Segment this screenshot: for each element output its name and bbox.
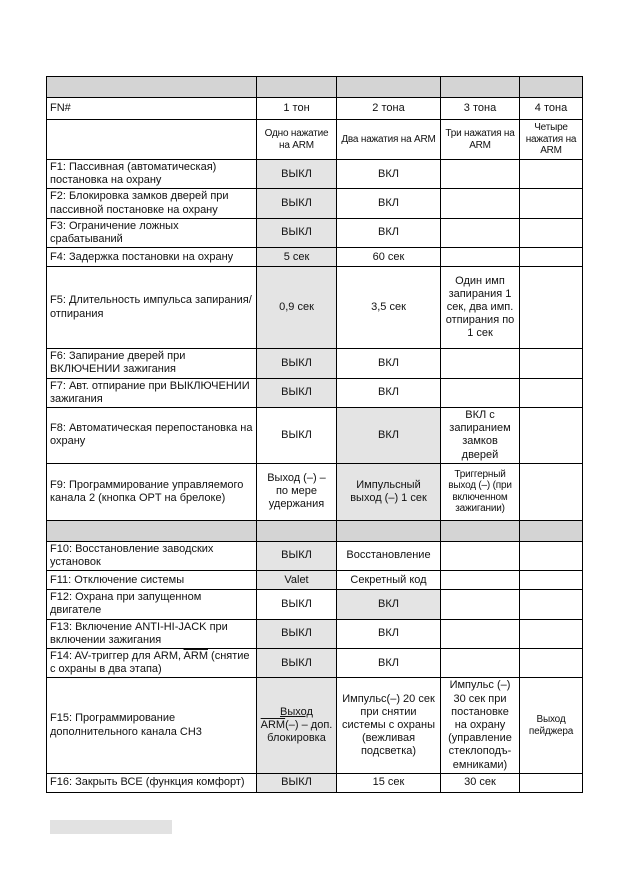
function-name: F8: Автоматическая перепостановка на охрану — [47, 407, 257, 463]
tone1-header: 1 тон — [257, 98, 337, 120]
function-name: F7: Авт. отпирание при ВЫКЛЮЧЕНИИ зажигания — [47, 378, 257, 407]
value-tone3: ВКЛ с запиранием замков дверей — [441, 407, 520, 463]
function-name — [47, 649, 257, 678]
press3-header: Три нажатия на ARM — [441, 120, 520, 160]
f14-arm-overline: $\overline{ARM}$ — [183, 650, 208, 662]
value-tone1: ВЫКЛ — [257, 541, 337, 570]
function-name: F12: Охрана при запущенном двигателе — [47, 590, 257, 619]
f14-name-part1: F14: AV-триггер для ARM, — [50, 650, 184, 662]
value-tone3: Импульс (–) 30 сек при постановке на охрану (управление стеклоподъ-емниками) — [441, 678, 520, 773]
table-row — [47, 407, 583, 463]
value-tone1: ВЫКЛ — [257, 189, 337, 218]
value-tone2: ВКЛ — [337, 378, 441, 407]
table-row — [47, 349, 583, 378]
value-tone2: ВКЛ — [337, 649, 441, 678]
press-header-row — [47, 120, 583, 160]
value-tone2: 15 сек — [337, 773, 441, 792]
f15-arm-overline: $\overline{ARM}$ — [260, 718, 286, 731]
f15-v1-part2: (–) – доп. блокировка — [267, 718, 333, 745]
tone4-header: 4 тона — [520, 98, 583, 120]
table-row — [47, 160, 583, 189]
value-tone2: Импульсный выход (–) 1 сек — [337, 463, 441, 520]
value-tone2: 3,5 сек — [337, 267, 441, 349]
press2-header: Два нажатия на ARM — [337, 120, 441, 160]
value-tone2: ВКЛ — [337, 349, 441, 378]
tone-header-row — [47, 98, 583, 120]
value-tone3: 30 сек — [441, 773, 520, 792]
value-tone2: ВКЛ — [337, 407, 441, 463]
table-row — [47, 571, 583, 590]
value-tone1: ВЫКЛ — [257, 349, 337, 378]
table-row — [47, 649, 583, 678]
table-row — [47, 541, 583, 570]
value-tone2: ВКЛ — [337, 590, 441, 619]
function-name: F16: Закрыть ВСЕ (функция комфорт) — [47, 773, 257, 792]
function-name: F4: Задержка постановки на охрану — [47, 248, 257, 267]
section-divider — [47, 520, 583, 541]
press1-header: Одно нажатие на ARM — [257, 120, 337, 160]
footer-bar — [50, 820, 172, 834]
value-tone1: ВЫКЛ — [257, 649, 337, 678]
value-tone1: 0,9 сек — [257, 267, 337, 349]
table-row — [47, 248, 583, 267]
function-name: F2: Блокировка замков дверей при пассивной постановке на охрану — [47, 189, 257, 218]
value-tone1: ВЫКЛ — [257, 619, 337, 648]
value-tone1: 5 сек — [257, 248, 337, 267]
value-tone2: 60 сек — [337, 248, 441, 267]
table-header-bar — [47, 77, 583, 98]
value-tone2: ВКЛ — [337, 218, 441, 247]
function-name: F1: Пассивная (автоматическая) постановка на охрану — [47, 160, 257, 189]
table-row — [47, 267, 583, 349]
value-tone2: ВКЛ — [337, 160, 441, 189]
value-tone1: Выход (–) – по мере удержания — [257, 463, 337, 520]
value-tone4: Выход пейджера — [520, 678, 583, 773]
value-tone2: ВКЛ — [337, 189, 441, 218]
value-tone1: ВЫКЛ — [257, 773, 337, 792]
table-row — [47, 590, 583, 619]
table-row — [47, 218, 583, 247]
value-tone1: ВЫКЛ — [257, 160, 337, 189]
f15-v1-part1: Выход — [280, 705, 313, 718]
table-row — [47, 619, 583, 648]
value-tone1: ВЫКЛ — [257, 407, 337, 463]
press4-header: Четыре нажатия на ARM — [520, 120, 583, 160]
fn-header: FN# — [47, 98, 257, 120]
value-tone2: ВКЛ — [337, 619, 441, 648]
value-tone2: Импульс(–) 20 сек при снятии системы с охраны (вежливая подсветка) — [337, 678, 441, 773]
value-tone1: Valet — [257, 571, 337, 590]
table-row — [47, 378, 583, 407]
value-tone2: Восстановление — [337, 541, 441, 570]
function-name: F10: Восстановление заводских установок — [47, 541, 257, 570]
functions-table — [46, 76, 583, 793]
function-name: F5: Длительность импульса запирания/отпирания — [47, 267, 257, 349]
function-name: F3: Ограничение ложных срабатываний — [47, 218, 257, 247]
tone3-header: 3 тона — [441, 98, 520, 120]
value-tone1: ВЫКЛ — [257, 218, 337, 247]
function-name: F13: Включение ANTI-HI-JACK при включении зажигания — [47, 619, 257, 648]
function-name: F11: Отключение системы — [47, 571, 257, 590]
value-tone3: Триггерный выход (–) (при включенном зажигании) — [441, 463, 520, 520]
table-row — [47, 463, 583, 520]
function-name: F9: Программирование управляемого канала 2 (кнопка OPT на брелоке) — [47, 463, 257, 520]
function-name: F6: Запирание дверей при ВКЛЮЧЕНИИ зажигания — [47, 349, 257, 378]
value-tone1 — [257, 678, 337, 773]
f14-name-part2: (снятие с охраны в два этапа) — [50, 650, 250, 676]
function-name: F15: Программирование дополнительного канала CH3 — [47, 678, 257, 773]
value-tone2: Секретный код — [337, 571, 441, 590]
table-row — [47, 773, 583, 792]
tone2-header: 2 тона — [337, 98, 441, 120]
value-tone1: ВЫКЛ — [257, 590, 337, 619]
value-tone1: ВЫКЛ — [257, 378, 337, 407]
value-tone3: Один имп запирания 1 сек, два имп. отпирания по 1 сек — [441, 267, 520, 349]
table-row — [47, 189, 583, 218]
table-row — [47, 678, 583, 773]
